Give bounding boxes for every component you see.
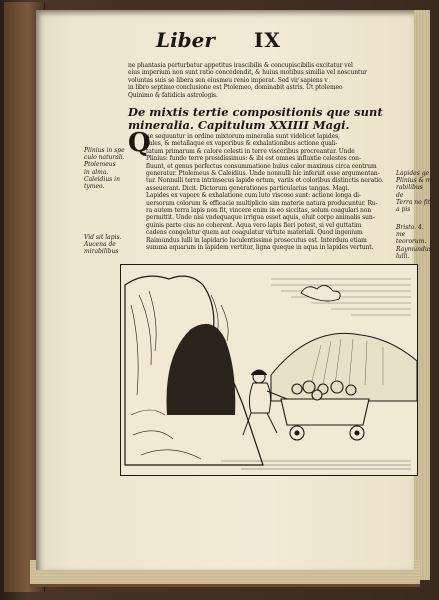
margin-line: Bristo. 4. me xyxy=(396,224,424,239)
text-line: Raimundus lulli in lapidario luculentissime prosecutus est. Interdum etiam xyxy=(146,236,367,244)
margin-line: tymeo. xyxy=(84,183,105,191)
book-page xyxy=(36,10,432,570)
text-line: generatur. Ptolemeus & Caleidius. Unde nonnulli hic inferuit esse argumentan- xyxy=(146,170,380,178)
woodcut-illustration xyxy=(120,264,418,476)
sky-hatching xyxy=(271,279,411,315)
cloud-shape xyxy=(301,285,340,301)
margin-line: Aucena de xyxy=(84,241,116,249)
chapter-title-line1: De mixtis tertie compositionis que sunt xyxy=(128,105,383,119)
margin-note-right-2 xyxy=(396,224,432,260)
margin-line: Caleidius in xyxy=(84,175,120,183)
text-line: fluunt, et genus perfectus consummatione huius calor maximus circa centrum xyxy=(146,162,377,170)
text-line: Lapides ex vapore & exhalatione cum luto viscoso sunt: actione longa di- xyxy=(146,192,361,200)
margin-line: a pis xyxy=(396,206,411,214)
text-line: summa aquarum in lapidem vertitur, ligna queque in aqua in lapides vertunt. xyxy=(146,244,374,252)
margin-line: rabilibus de xyxy=(396,184,423,199)
text-line: uersorum colorum & efficacie multiplicio sim materie natura producuntur. Ru- xyxy=(146,199,378,207)
margin-line: Terra no fit xyxy=(396,198,431,206)
margin-line: Lapides ge xyxy=(396,170,430,177)
mine-cart xyxy=(281,381,369,440)
chapter-title xyxy=(128,106,400,132)
text-line: in libro septimo conclusione est Ptolemeo, dominabit astris. Ut ptolemeo xyxy=(128,84,343,92)
chapter-title-line2: mineralia. Capitulum XXIIII Magi. xyxy=(128,118,350,132)
drop-capital: Q xyxy=(128,128,151,158)
margin-line: Plinius & m xyxy=(396,177,432,185)
header-liber: Liber xyxy=(156,28,215,52)
margin-line: lulli. xyxy=(396,252,410,260)
woodcut-mine-scene xyxy=(121,265,417,475)
intro-text xyxy=(128,62,398,99)
text-line: asseuerant. Dicit. Dictorum generationes particularius tangas. Magi. xyxy=(146,184,350,192)
margin-note-left-1 xyxy=(84,147,126,190)
margin-line: in alma. xyxy=(84,168,109,176)
text-line: permittit. Unde nisi vndequaque irrigua esset aquis, eluit corpo animalis sun- xyxy=(146,214,375,222)
margin-line: Raymundus xyxy=(396,245,432,253)
margin-line: Plinius in spe xyxy=(84,147,125,154)
text-line: Quinimo & fatidicis astrologis. xyxy=(128,91,218,99)
margin-line: teororum. xyxy=(396,238,427,246)
text-line: eius imperium non sunt ratio concedendit, & huius motibus similia vel noscuntur xyxy=(128,69,367,77)
margin-note-right-1 xyxy=(396,170,432,213)
text-line: voluntas suis se libera sen eiusmeu renio imperat. Sed vir sapiens v xyxy=(128,76,328,84)
text-line: tatum primarum & calore celesti in terre visceribus procreantur. Unde xyxy=(146,147,355,155)
running-header xyxy=(36,28,414,58)
main-paragraph xyxy=(146,133,398,252)
text-line: guinis parte cius no coherent. Aqua vero lapis fieri potest, si vel guttatim xyxy=(146,221,362,229)
margin-note-left-2 xyxy=(84,234,126,256)
text-line: ne phantasia perturbatur appetitus irascibilis & concupiscibilis excitatur vel xyxy=(128,62,353,69)
text-line: tur. Nonnulli terra intrinsecus lapide ortum, variis et coloribus distinctis neratio. xyxy=(146,177,384,185)
text-line: cadens congelatur quem aut coagulatur virtute materiali. Quod ingenium xyxy=(146,229,363,237)
margin-line: Vid sit lapis. xyxy=(84,234,122,241)
text-line: Plinius: fundo terre presidissimus: & ibi est omnes influxtie celestes con- xyxy=(146,155,361,163)
text-line: ue sequuntur in ordine mixtorum mineralia sunt videlicet lapides, xyxy=(146,133,340,140)
header-folio: IX xyxy=(254,28,281,52)
margin-line: culo naturali. xyxy=(84,154,125,162)
text-line: ra autem terra lapis non fit, vincere enim in eo siccitas, solum coagulari non xyxy=(146,207,372,215)
margin-line: Ptolemeus xyxy=(84,161,116,169)
margin-line: mirabilibus xyxy=(84,248,119,256)
text-line: sales, & metallaque ex vaporibus & exhalationibus actione quali- xyxy=(146,140,338,148)
